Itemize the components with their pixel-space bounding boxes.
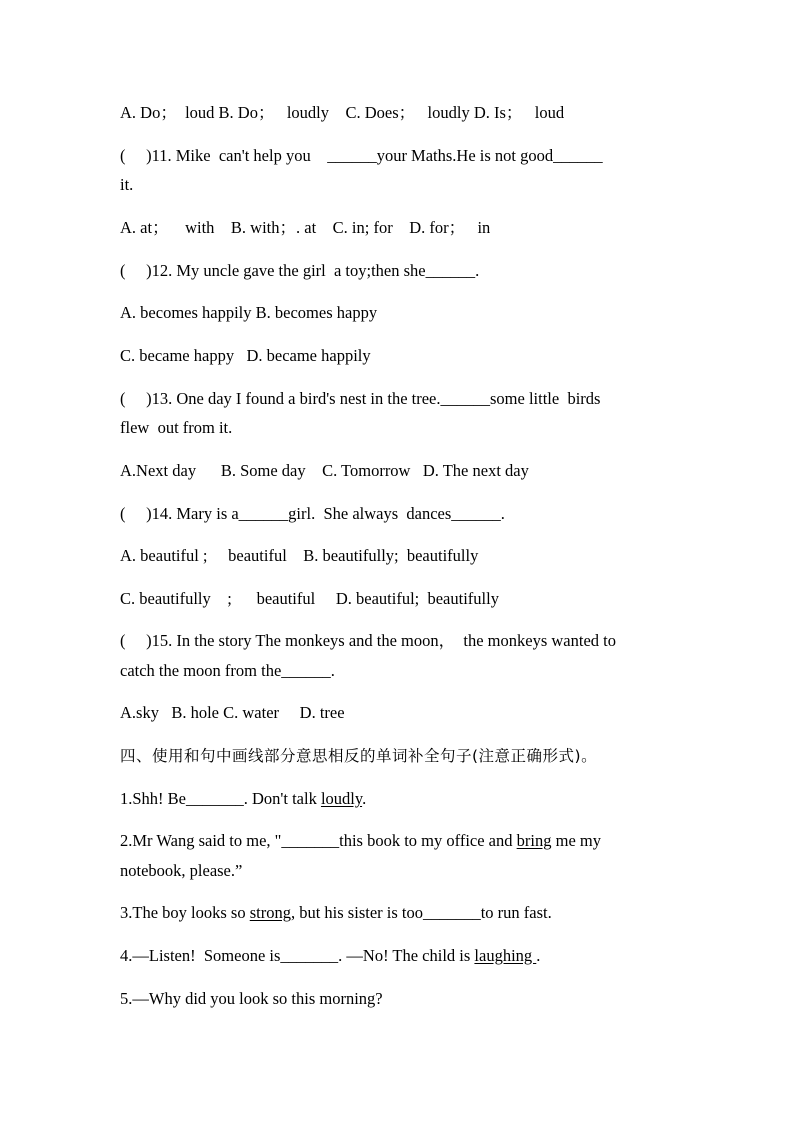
fill-item-1-text: 1.Shh! Be_______. Don't talk bbox=[120, 789, 321, 808]
fill-item-2-end: me my bbox=[551, 831, 601, 850]
underlined-word-loudly: loudly bbox=[320, 789, 363, 808]
q12-options-cd: C. became happy D. became happily bbox=[120, 346, 371, 365]
q11-stem: ( )11. Mike can't help you ______your Maths.He is not good______ bbox=[120, 146, 603, 165]
q10-options: A. Do； loud B. Do； loudly C. Does； loudly D. Is； loud bbox=[120, 103, 565, 122]
q11-stem-continued: it. bbox=[120, 175, 134, 194]
fill-item-2-text: 2.Mr Wang said to me, "_______this book to my office and bbox=[120, 831, 517, 850]
fill-item-2-continued: notebook, please.” bbox=[120, 861, 243, 880]
fill-item-3 bbox=[120, 903, 552, 923]
q12-stem: ( )12. My uncle gave the girl a toy;then she______. bbox=[120, 261, 480, 280]
fill-item-1-end: . bbox=[362, 789, 367, 808]
q14-stem: ( )14. Mary is a______girl. She always dances______. bbox=[120, 504, 505, 523]
q14-options-ab: A. beautiful ; beautiful B. beautifully; beautifully bbox=[120, 546, 479, 565]
fill-item-3-text: 3.The boy looks so bbox=[120, 903, 250, 922]
fill-item-5: 5.—Why did you look so this morning? bbox=[120, 989, 383, 1008]
q15-stem-continued: catch the moon from the______. bbox=[120, 661, 335, 680]
q13-stem: ( )13. One day I found a bird's nest in the tree.______some little birds bbox=[120, 389, 601, 408]
fill-item-3-end: , but his sister is too_______to run fast. bbox=[290, 903, 552, 922]
underlined-word-laughing: laughing bbox=[474, 946, 537, 965]
section-four-heading: 四、使用和句中画线部分意思相反的单词补全句子(注意正确形式)。 bbox=[120, 747, 598, 765]
fill-item-1 bbox=[120, 789, 366, 809]
q13-stem-continued: flew out from it. bbox=[120, 418, 233, 437]
fill-item-4 bbox=[120, 946, 540, 966]
fill-item-4-text: 4.—Listen! Someone is_______. —No! The child is bbox=[120, 946, 475, 965]
q12-options-ab: A. becomes happily B. becomes happy bbox=[120, 303, 378, 322]
q15-options: A.sky B. hole C. water D. tree bbox=[120, 703, 345, 722]
q14-options-cd: C. beautifully ; beautiful D. beautiful; beautifully bbox=[120, 589, 499, 608]
fill-item-4-end: . bbox=[536, 946, 541, 965]
fill-item-2 bbox=[120, 831, 601, 851]
q13-options: A.Next day B. Some day C. Tomorrow D. The next day bbox=[120, 461, 529, 480]
underlined-word-bring: bring bbox=[516, 831, 552, 850]
underlined-word-strong: strong bbox=[249, 903, 291, 922]
q11-options: A. at； with B. with；. at C. in; for D. for； in bbox=[120, 218, 491, 237]
q15-stem: ( )15. In the story The monkeys and the moon， the monkeys wanted to bbox=[120, 631, 616, 650]
